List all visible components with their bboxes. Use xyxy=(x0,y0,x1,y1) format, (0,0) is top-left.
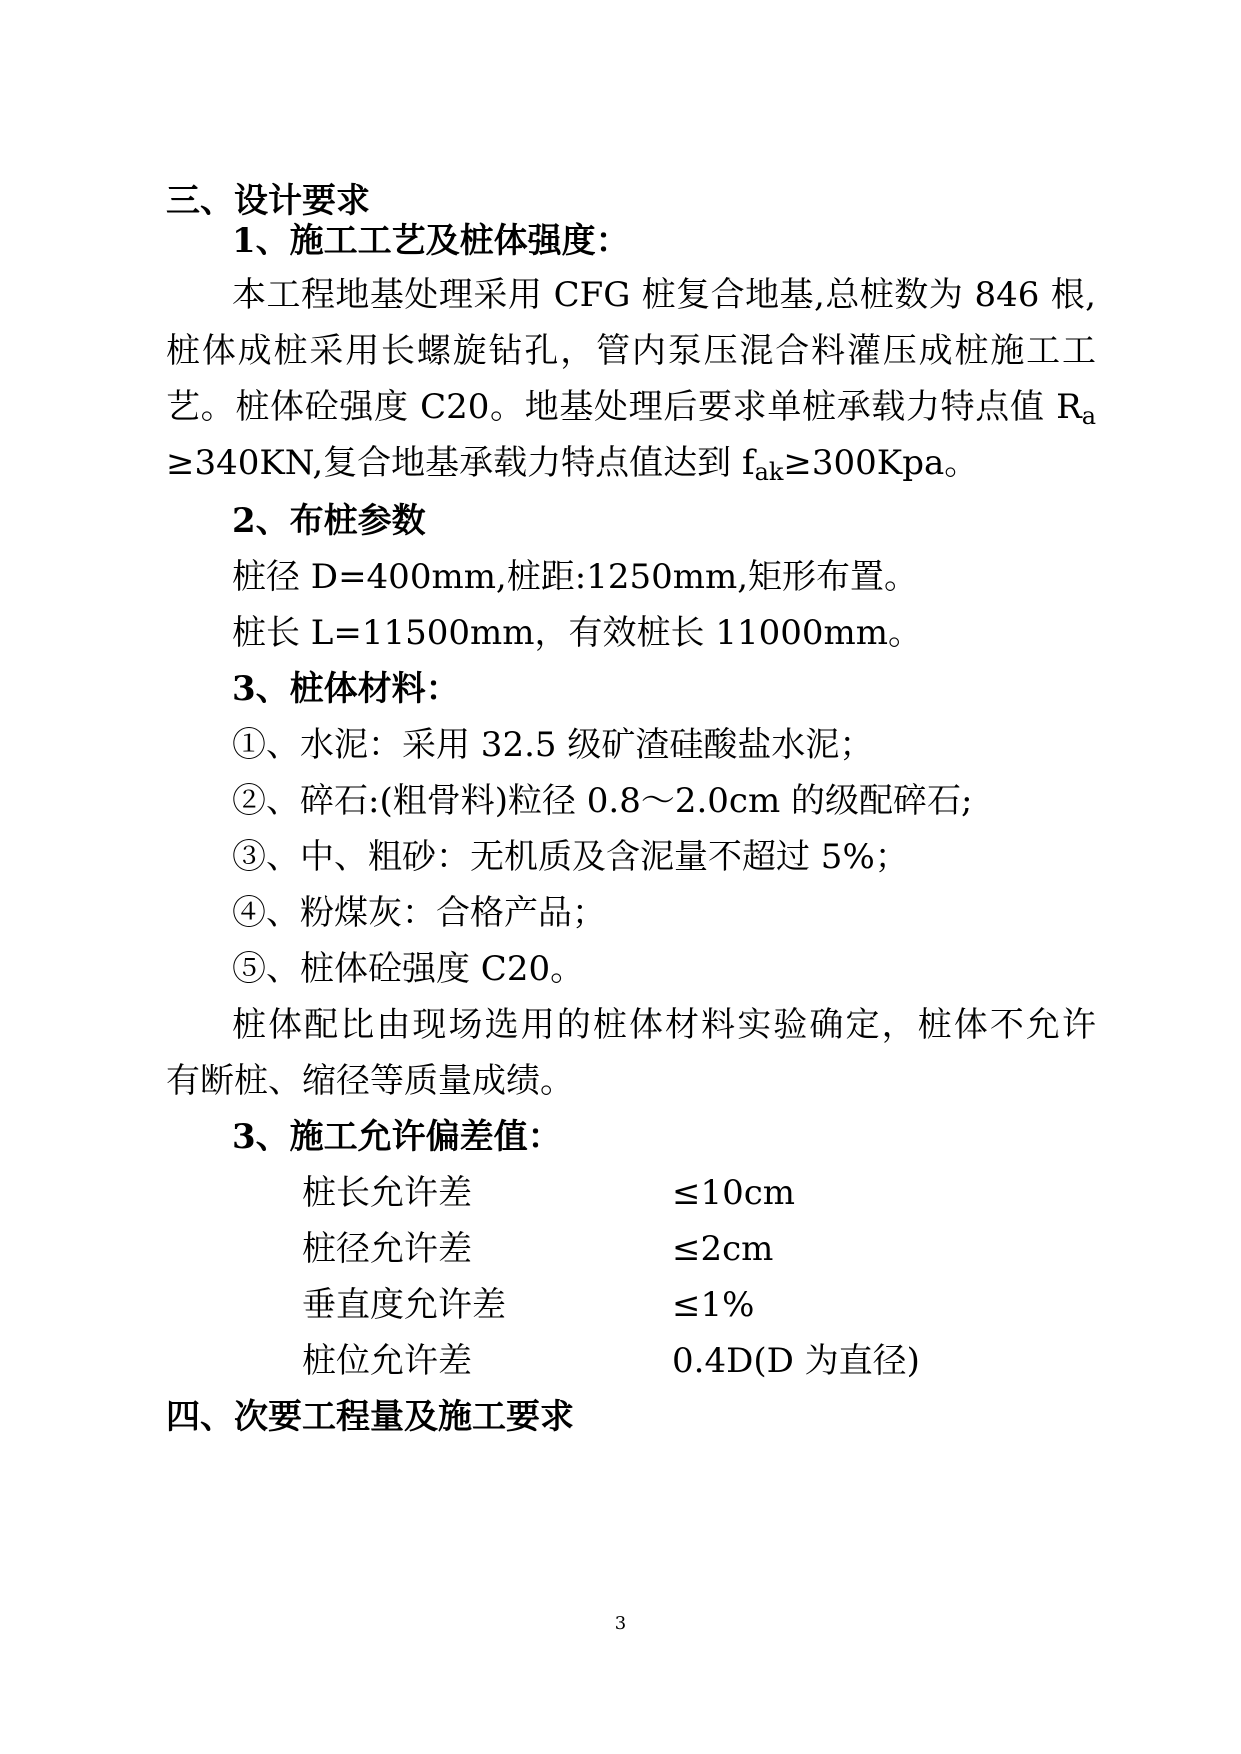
paragraph-line: 桩体配比由现场选用的桩体材料实验确定，桩体不允许 xyxy=(232,1005,1096,1045)
subsection-2-heading: 2、布桩参数 xyxy=(232,501,426,541)
tolerance-value: ≤10cm xyxy=(672,1173,796,1213)
material-item: ⑤、桩体砼强度 C20。 xyxy=(232,949,585,989)
section-3-heading: 三、设计要求 xyxy=(166,181,370,221)
subscript-a: a xyxy=(1081,402,1096,430)
tolerance-label: 桩长允许差 xyxy=(302,1173,472,1213)
subscript-ak: ak xyxy=(754,458,784,486)
material-item: ④、粉煤灰：合格产品； xyxy=(232,893,606,933)
tolerance-label: 桩位允许差 xyxy=(302,1341,472,1381)
tolerance-label: 桩径允许差 xyxy=(302,1229,472,1269)
material-item: ②、碎石:(粗骨料)粒径 0.8～2.0cm 的级配碎石; xyxy=(232,781,973,821)
material-item: ③、中、粗砂：无机质及含泥量不超过 5%； xyxy=(232,837,909,877)
subsection-3-heading: 3、桩体材料： xyxy=(232,669,460,709)
paragraph-text: ≥340KN,复合地基承载力特点值达到 f xyxy=(166,443,755,483)
page-number: 3 xyxy=(614,1613,627,1634)
paragraph-line: 有断桩、缩径等质量成绩。 xyxy=(166,1061,574,1101)
tolerance-label: 垂直度允许差 xyxy=(302,1285,506,1325)
subsection-1-heading: 1、施工工艺及桩体强度： xyxy=(232,221,630,261)
tolerance-value: ≤1% xyxy=(672,1285,755,1325)
paragraph-line: 桩体成桩采用长螺旋钻孔，管内泵压混合料灌压成桩施工工 xyxy=(166,331,1096,371)
paragraph-line: 本工程地基处理采用 CFG 桩复合地基,总桩数为 846 根, xyxy=(232,275,1096,315)
paragraph-line xyxy=(166,432,1096,494)
parameter-line: 桩径 D=400mm,桩距:1250mm,矩形布置。 xyxy=(232,557,919,597)
paragraph-line xyxy=(166,376,1096,438)
section-4-heading: 四、次要工程量及施工要求 xyxy=(166,1397,574,1437)
tolerance-value: ≤2cm xyxy=(672,1229,774,1269)
paragraph-text: 艺。桩体砼强度 C20。地基处理后要求单桩承载力特点值 R xyxy=(166,387,1082,427)
parameter-line: 桩长 L=11500mm，有效桩长 11000mm。 xyxy=(232,613,922,653)
subsection-4-heading: 3、施工允许偏差值： xyxy=(232,1117,562,1157)
material-item: ①、水泥：采用 32.5 级矿渣硅酸盐水泥； xyxy=(232,725,874,765)
paragraph-text: ≥300Kpa。 xyxy=(783,443,979,483)
tolerance-value: 0.4D(D 为直径) xyxy=(672,1341,920,1381)
